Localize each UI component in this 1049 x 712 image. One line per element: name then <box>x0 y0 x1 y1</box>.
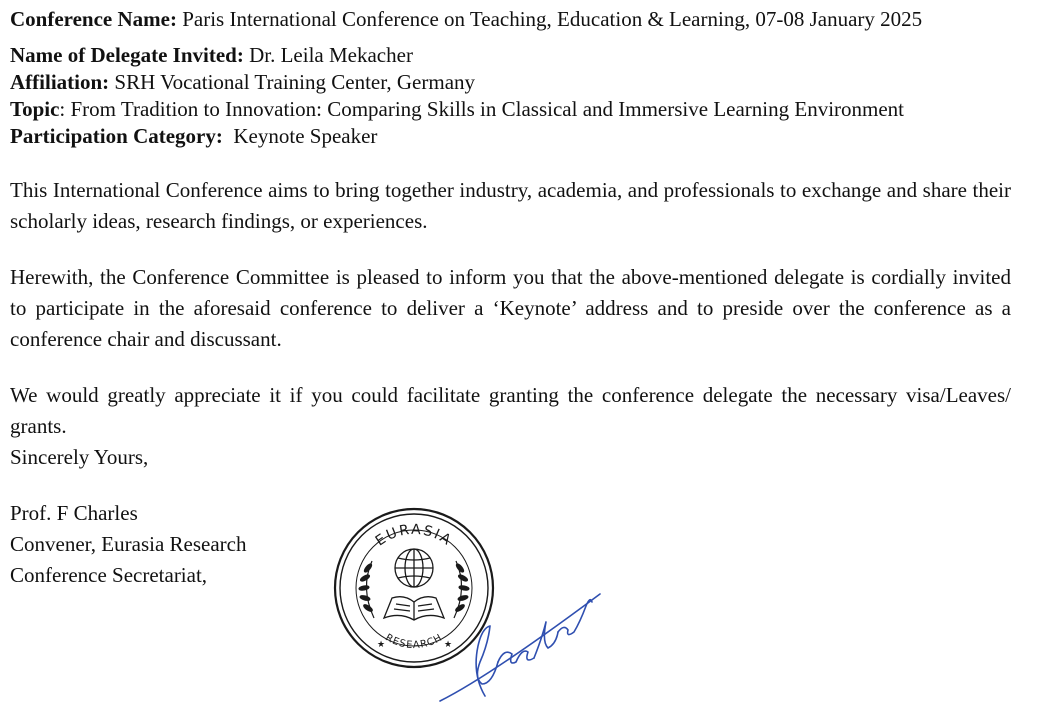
signer-name: Prof. F Charles <box>10 501 138 525</box>
salutation: Sincerely Yours, <box>10 445 149 469</box>
paragraph-purpose: This International Conference aims to bring together industry, academia, and professionals to exchange and share their scholarly ideas, research findings, or experiences. <box>10 178 1011 233</box>
seal-bottom-text: RESEARCH <box>383 632 445 652</box>
delegate-name-value: Dr. Leila Mekacher <box>249 43 413 67</box>
letter-body <box>10 4 1011 591</box>
seal-top-text: EURASIA <box>372 521 456 550</box>
participation-category-label: Participation Category: <box>10 124 223 148</box>
svg-text:★: ★ <box>444 640 453 650</box>
conference-line <box>10 4 1011 34</box>
participation-category-value: Keynote Speaker <box>233 124 378 148</box>
globe-icon <box>395 549 433 587</box>
topic-label: Topic <box>10 97 60 121</box>
paragraph-invitation: Herewith, the Conference Committee is pleased to inform you that the above-mentioned delegate is cordially invited to participate in the aforesaid conference to deliver a ‘Keynote’ address and to preside over the conference as a conference chair and discussant. <box>10 265 1011 351</box>
affiliation-label: Affiliation: <box>10 70 110 94</box>
conference-name-value: Paris International Conference on Teaching, Education & Learning, 07-08 January 2025 <box>182 7 923 31</box>
laurel-left-icon <box>359 561 374 618</box>
signer-title-1: Convener, Eurasia Research <box>10 532 247 556</box>
svg-text:★: ★ <box>377 640 386 650</box>
topic-value: : From Tradition to Innovation: Comparing Skills in Classical and Immersive Learning Environment <box>59 97 905 121</box>
affiliation-line <box>10 69 1011 96</box>
delegate-name-label: Name of Delegate Invited: <box>10 43 244 67</box>
participation-category-line <box>10 123 1011 150</box>
paragraph-request: We would greatly appreciate it if you could facilitate granting the conference delegate the necessary visa/Leaves/ grants. <box>10 383 1011 438</box>
delegate-name-line <box>10 42 1011 69</box>
conference-name-label: Conference Name: <box>10 7 177 31</box>
handwritten-signature <box>430 566 610 706</box>
signer-title-2: Conference Secretariat, <box>10 563 208 587</box>
topic-line <box>10 96 1011 123</box>
affiliation-value: SRH Vocational Training Center, Germany <box>114 70 476 94</box>
